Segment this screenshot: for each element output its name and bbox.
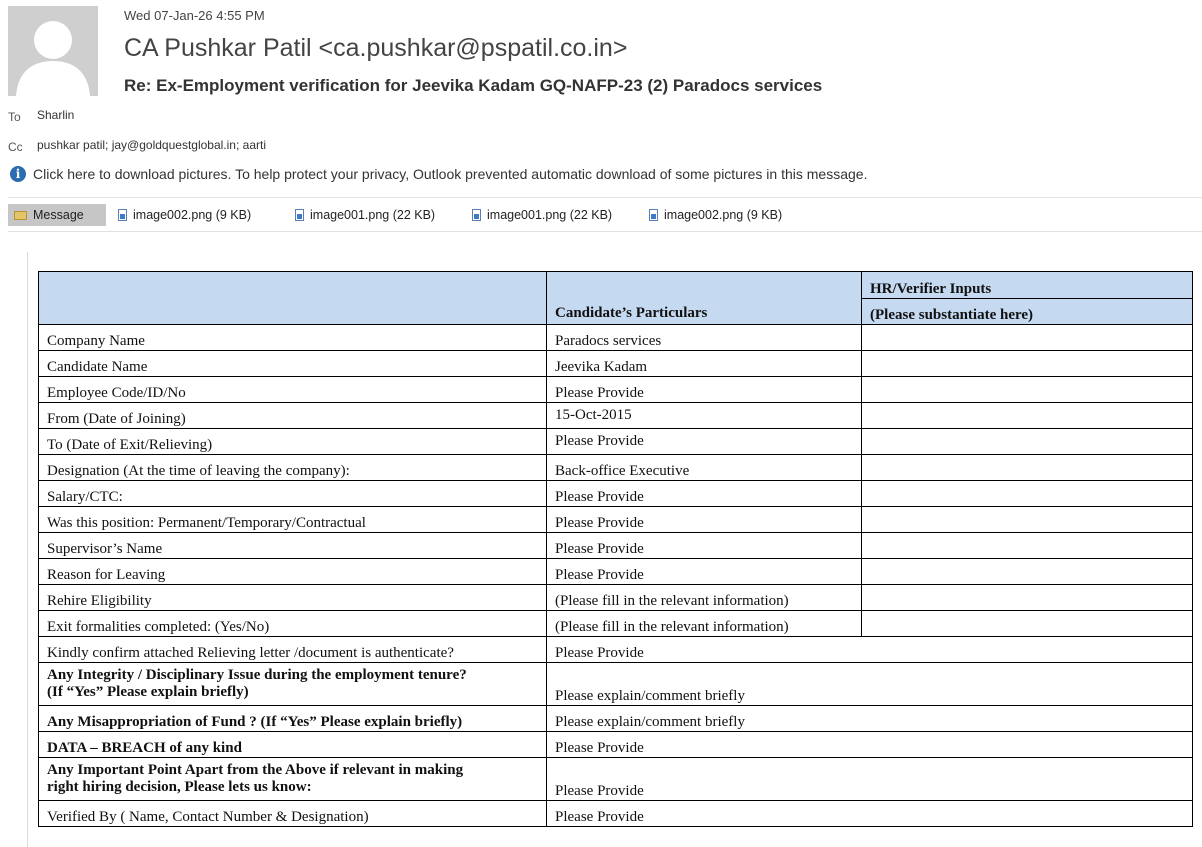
header-candidate-particulars: Candidate’s Particulars: [547, 272, 862, 325]
row-label: Salary/CTC:: [39, 481, 547, 507]
row-value: Please Provide: [547, 637, 1193, 663]
envelope-icon: [14, 211, 27, 220]
row-value: Please explain/comment briefly: [547, 706, 1193, 732]
verifier-input-cell[interactable]: [862, 533, 1193, 559]
table-row: [39, 403, 1193, 429]
verifier-input-cell[interactable]: [862, 403, 1193, 429]
row-label: [39, 758, 547, 801]
header-hr-verifier-inputs: HR/Verifier Inputs: [862, 272, 1193, 299]
image-file-icon: [649, 209, 658, 221]
verifier-input-cell[interactable]: [862, 455, 1193, 481]
person-silhouette-icon: [8, 6, 98, 96]
row-label: [39, 663, 547, 706]
download-pictures-infobar[interactable]: [10, 166, 867, 182]
row-value: Please explain/comment briefly: [547, 663, 1193, 706]
row-value: Please Provide: [547, 533, 862, 559]
image-file-icon: [295, 209, 304, 221]
row-label: Exit formalities completed: (Yes/No): [39, 611, 547, 637]
cc-label: Cc: [8, 140, 23, 154]
attachments-bar: [8, 204, 1198, 226]
image-file-icon: [472, 209, 481, 221]
row-value: 15-Oct-2015: [547, 403, 862, 429]
row-value: Back-office Executive: [547, 455, 862, 481]
sender-name[interactable]: CA Pushkar Patil <ca.pushkar@pspatil.co.in>: [124, 34, 628, 62]
row-label: [39, 706, 547, 732]
verifier-input-cell[interactable]: [862, 377, 1193, 403]
table-row: [39, 611, 1193, 637]
attachments-divider: [8, 231, 1202, 232]
verifier-input-cell[interactable]: [862, 325, 1193, 351]
row-label: [39, 637, 547, 663]
row-label: Candidate Name: [39, 351, 547, 377]
verifier-input-cell[interactable]: [862, 585, 1193, 611]
verifier-input-cell[interactable]: [862, 481, 1193, 507]
verifier-input-cell[interactable]: [862, 559, 1193, 585]
row-value: Please Provide: [547, 732, 1193, 758]
row-label: Was this position: Permanent/Temporary/Contractual: [39, 507, 547, 533]
row-label-line: DATA – BREACH of any kind: [47, 740, 242, 756]
table-row: [39, 758, 1193, 801]
row-label-line: Any Misappropriation of Fund ? (If “Yes” Please explain briefly): [47, 714, 463, 730]
table-row: [39, 533, 1193, 559]
attachment-label: image001.png (22 KB): [310, 208, 436, 222]
row-value: Please Provide: [547, 801, 1193, 827]
row-label-line: Any Integrity / Disciplinary Issue during the employment tenure?: [47, 667, 467, 683]
verifier-input-cell[interactable]: [862, 611, 1193, 637]
row-value: Please Provide: [547, 377, 862, 403]
row-value: Please Provide: [547, 481, 862, 507]
row-label: Rehire Eligibility: [39, 585, 547, 611]
email-subject: Re: Ex-Employment verification for Jeevika Kadam GQ-NAFP-23 (2) Paradocs services: [124, 76, 823, 95]
sender-avatar: [8, 6, 98, 96]
cc-recipients[interactable]: pushkar patil; jay@goldquestglobal.in; aarti: [37, 138, 266, 152]
row-label-line: (If “Yes” Please explain briefly): [47, 684, 249, 700]
header-substantiate: (Please substantiate here): [862, 298, 1193, 325]
row-label-line: right hiring decision, Please lets us know:: [47, 779, 312, 795]
row-label-line: Verified By ( Name, Contact Number & Designation): [47, 809, 369, 825]
row-value: (Please fill in the relevant information): [547, 585, 862, 611]
header-empty-cell: [39, 272, 547, 325]
table-header-row: [39, 272, 1193, 299]
table-row: [39, 637, 1193, 663]
verifier-input-cell[interactable]: [862, 507, 1193, 533]
image-file-icon: [118, 209, 127, 221]
message-tab-label: Message: [33, 208, 84, 222]
sent-date: Wed 07-Jan-26 4:55 PM: [124, 8, 265, 23]
table-row: [39, 706, 1193, 732]
verifier-input-cell[interactable]: [862, 429, 1193, 455]
table-row: [39, 455, 1193, 481]
attachment-item[interactable]: [472, 204, 612, 226]
row-value: Paradocs services: [547, 325, 862, 351]
row-label: Supervisor’s Name: [39, 533, 547, 559]
row-value: Please Provide: [547, 559, 862, 585]
table-row: [39, 351, 1193, 377]
table-row: [39, 507, 1193, 533]
to-label: To: [8, 110, 21, 124]
row-label: From (Date of Joining): [39, 403, 547, 429]
row-value: Please Provide: [547, 429, 862, 455]
attachment-label: image002.png (9 KB): [133, 208, 252, 222]
row-value: Please Provide: [547, 758, 1193, 801]
row-value: Jeevika Kadam: [547, 351, 862, 377]
row-value: Please Provide: [547, 507, 862, 533]
row-label: Company Name: [39, 325, 547, 351]
message-tab[interactable]: [8, 204, 106, 226]
row-label: [39, 732, 547, 758]
table-row: [39, 801, 1193, 827]
row-label: To (Date of Exit/Relieving): [39, 429, 547, 455]
table-row: [39, 429, 1193, 455]
row-label-line: Kindly confirm attached Relieving letter /document is authenticate?: [47, 645, 454, 661]
info-icon: i: [10, 166, 26, 182]
infobar-text: Click here to download pictures. To help protect your privacy, Outlook prevented automatic download of some pictures in this message.: [33, 166, 868, 182]
table-row: [39, 559, 1193, 585]
attachment-item[interactable]: [649, 204, 782, 226]
verification-form-table: [38, 271, 1193, 827]
attachment-label: image002.png (9 KB): [664, 208, 783, 222]
row-label: Reason for Leaving: [39, 559, 547, 585]
row-value: (Please fill in the relevant information): [547, 611, 862, 637]
row-label-line: Any Important Point Apart from the Above if relevant in making: [47, 762, 464, 778]
table-row: [39, 325, 1193, 351]
table-row: [39, 663, 1193, 706]
table-row: [39, 377, 1193, 403]
table-row: [39, 585, 1193, 611]
verifier-input-cell[interactable]: [862, 351, 1193, 377]
reading-pane-border: [27, 252, 28, 847]
attachment-label: image001.png (22 KB): [487, 208, 613, 222]
row-label: Designation (At the time of leaving the company):: [39, 455, 547, 481]
row-label: [39, 801, 547, 827]
table-row: [39, 481, 1193, 507]
attachment-item[interactable]: [118, 204, 251, 226]
to-recipients[interactable]: Sharlin: [37, 108, 75, 122]
header-divider: [8, 197, 1202, 198]
row-label: Employee Code/ID/No: [39, 377, 547, 403]
table-row: [39, 732, 1193, 758]
attachment-item[interactable]: [295, 204, 435, 226]
